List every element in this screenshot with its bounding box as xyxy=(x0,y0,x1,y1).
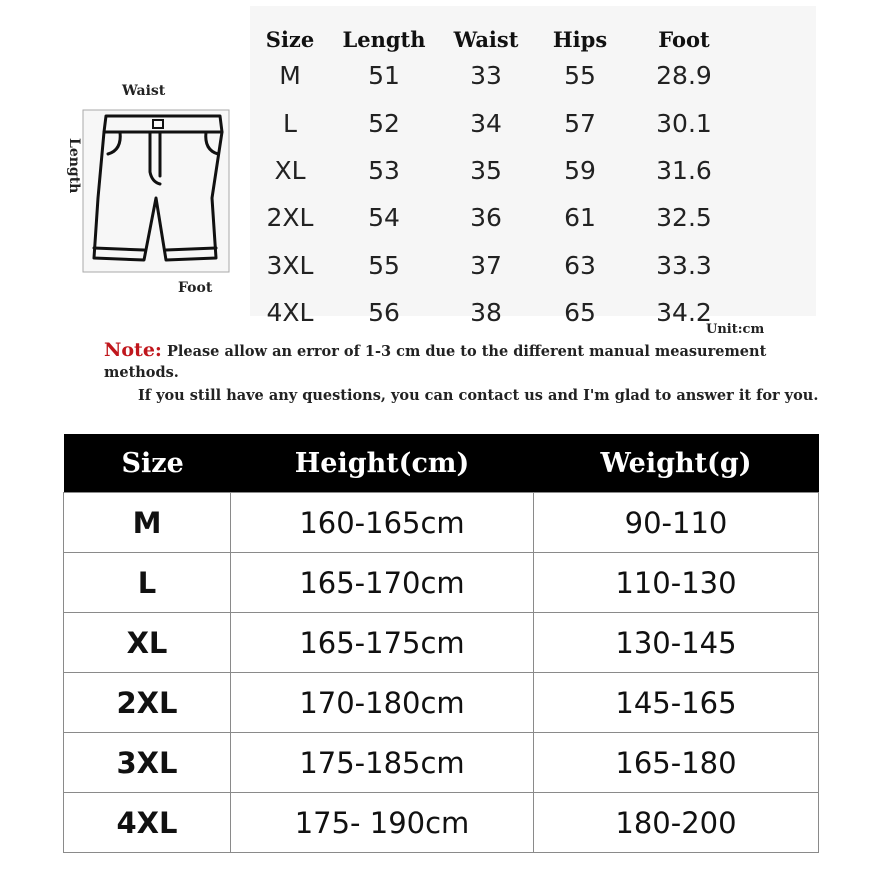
note-line-1 xyxy=(104,340,824,383)
cell-waist: 37 xyxy=(470,250,502,280)
fit-header-weight: Weight(g) xyxy=(534,434,819,493)
cell-waist: 35 xyxy=(470,155,502,185)
table-row xyxy=(250,147,742,194)
fit-cell-height: 175- 190cm xyxy=(231,793,534,853)
note-block xyxy=(104,340,824,406)
fit-cell-weight: 180-200 xyxy=(534,793,819,853)
fit-cell-size: L xyxy=(64,553,231,613)
cell-foot: 34.2 xyxy=(656,298,712,328)
cell-foot: 33.3 xyxy=(656,250,712,280)
cell-foot: 30.1 xyxy=(656,108,712,138)
fit-cell-height: 165-175cm xyxy=(231,613,534,673)
fit-cell-size: XL xyxy=(64,613,231,673)
cell-hips: 65 xyxy=(564,298,596,328)
fit-cell-size: 2XL xyxy=(64,673,231,733)
table-row xyxy=(64,553,819,613)
fit-cell-height: 170-180cm xyxy=(231,673,534,733)
cell-foot: 31.6 xyxy=(656,155,712,185)
table-row xyxy=(64,613,819,673)
note-line-2: If you still have any questions, you can contact us and I'm glad to answer it for you. xyxy=(138,387,819,404)
table-row xyxy=(64,493,819,553)
fit-cell-height: 165-170cm xyxy=(231,553,534,613)
cell-length: 53 xyxy=(368,155,400,185)
cell-hips: 57 xyxy=(564,108,596,138)
cell-length: 51 xyxy=(368,61,400,91)
fit-cell-height: 160-165cm xyxy=(231,493,534,553)
header-size: Size xyxy=(265,27,315,52)
cell-hips: 59 xyxy=(564,155,596,185)
cell-foot: 28.9 xyxy=(656,61,712,91)
header-waist: Waist xyxy=(453,27,519,52)
cell-hips: 61 xyxy=(564,203,596,233)
waist-label: Waist xyxy=(122,83,166,99)
measurement-table xyxy=(250,14,742,336)
fit-header-size: Size xyxy=(64,434,231,493)
fit-cell-weight: 90-110 xyxy=(534,493,819,553)
cell-length: 54 xyxy=(368,203,400,233)
cell-size: 4XL xyxy=(266,298,314,328)
cell-length: 56 xyxy=(368,298,400,328)
fit-cell-height: 175-185cm xyxy=(231,733,534,793)
shorts-diagram xyxy=(60,80,240,300)
cell-size: 2XL xyxy=(266,203,314,233)
fit-table xyxy=(63,434,819,853)
cell-size: M xyxy=(279,61,301,91)
cell-size: 3XL xyxy=(266,250,314,280)
note-title: Note: xyxy=(104,339,162,361)
table-row xyxy=(250,99,742,146)
header-foot: Foot xyxy=(658,27,710,52)
table-row xyxy=(250,52,742,99)
cell-waist: 34 xyxy=(470,108,502,138)
table-row xyxy=(250,242,742,289)
table-row xyxy=(250,289,742,336)
table-row xyxy=(64,673,819,733)
length-label: Length xyxy=(66,138,82,194)
table-row xyxy=(250,194,742,241)
table-row xyxy=(64,733,819,793)
cell-size: L xyxy=(283,108,297,138)
header-length: Length xyxy=(342,27,426,52)
fit-cell-size: 4XL xyxy=(64,793,231,853)
fit-cell-size: 3XL xyxy=(64,733,231,793)
cell-foot: 32.5 xyxy=(656,203,712,233)
measurement-header-row xyxy=(250,14,742,52)
foot-label: Foot xyxy=(178,280,213,296)
fit-header-row xyxy=(64,434,819,493)
fit-cell-weight: 130-145 xyxy=(534,613,819,673)
unit-label: Unit:cm xyxy=(706,322,765,337)
table-row xyxy=(64,793,819,853)
cell-waist: 33 xyxy=(470,61,502,91)
fit-cell-weight: 145-165 xyxy=(534,673,819,733)
shorts-drawing-icon xyxy=(60,80,240,300)
cell-hips: 55 xyxy=(564,61,596,91)
cell-hips: 63 xyxy=(564,250,596,280)
cell-waist: 36 xyxy=(470,203,502,233)
fit-header-height: Height(cm) xyxy=(231,434,534,493)
note-text-1: Please allow an error of 1-3 cm due to the different manual measurement methods. xyxy=(104,343,767,381)
fit-cell-weight: 165-180 xyxy=(534,733,819,793)
cell-size: XL xyxy=(274,155,306,185)
cell-waist: 38 xyxy=(470,298,502,328)
fit-cell-weight: 110-130 xyxy=(534,553,819,613)
cell-length: 55 xyxy=(368,250,400,280)
cell-length: 52 xyxy=(368,108,400,138)
header-hips: Hips xyxy=(552,27,608,52)
fit-cell-size: M xyxy=(64,493,231,553)
